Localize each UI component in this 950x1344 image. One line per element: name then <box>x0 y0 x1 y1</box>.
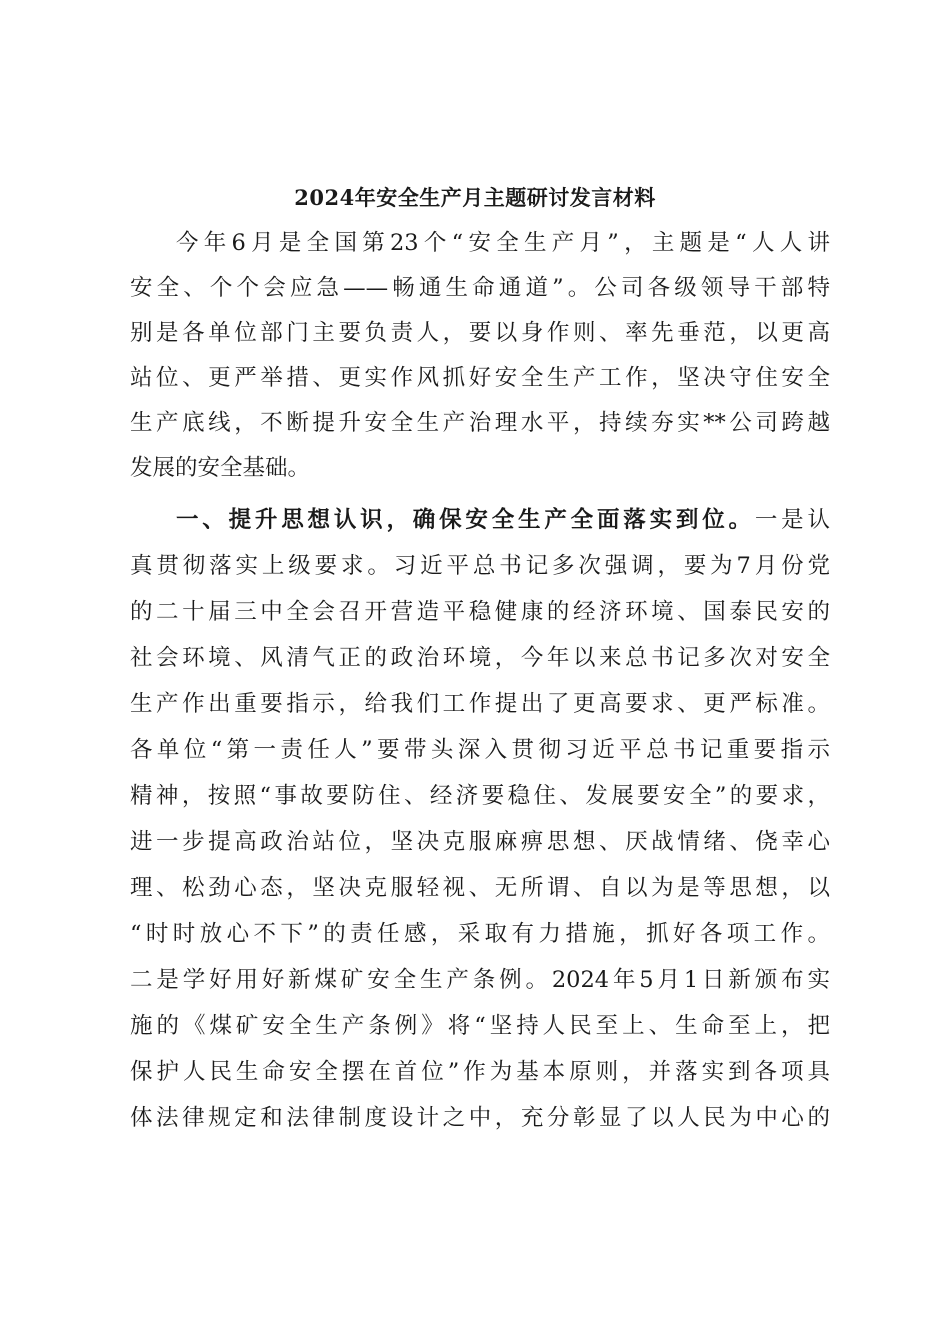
paragraph2-line: 真贯彻落实上级要求。习近平总书记多次强调，要为7月份党 <box>130 553 830 579</box>
paragraph1-line: 别是各单位部门主要负责人，要以身作则、率先垂范，以更高 <box>130 320 830 346</box>
paragraph2-line: 社会环境、风清气正的政治环境，今年以来总书记多次对安全 <box>130 645 830 671</box>
paragraph2-first-line <box>176 505 830 535</box>
paragraph2-line: 理、松劲心态，坚决克服轻视、无所谓、自以为是等思想，以 <box>130 875 830 901</box>
paragraph2-line: “时时放心不下”的责任感，采取有力措施，抓好各项工作。 <box>130 921 830 947</box>
section-heading-rest: 一是认 <box>754 507 830 533</box>
paragraph2-line: 精神，按照“事故要防住、经济要稳住、发展要安全”的要求， <box>130 783 830 809</box>
paragraph2-line: 生产作出重要指示，给我们工作提出了更高要求、更严标准。 <box>130 691 830 717</box>
paragraph2-line: 保护人民生命安全摆在首位”作为基本原则，并落实到各项具 <box>130 1059 830 1085</box>
paragraph1-line: 安全、个个会应急——畅通生命通道”。公司各级领导干部特 <box>130 275 830 301</box>
section-heading: 一、提升思想认识，确保安全生产全面落实到位。 <box>176 507 755 533</box>
paragraph2-line: 施的《煤矿安全生产条例》将“坚持人民至上、生命至上，把 <box>130 1013 830 1039</box>
document-title: 2024年安全生产月主题研讨发言材料 <box>294 185 656 210</box>
paragraph1-line: 今年6月是全国第23个“安全生产月”，主题是“人人讲 <box>176 230 830 256</box>
paragraph1-line: 发展的安全基础。 <box>130 455 311 481</box>
paragraph1-line: 站位、更严举措、更实作风抓好安全生产工作，坚决守住安全 <box>130 365 830 391</box>
paragraph1-line: 生产底线，不断提升安全生产治理水平，持续夯实**公司跨越 <box>130 410 830 436</box>
paragraph2-line: 进一步提高政治站位，坚决克服麻痹思想、厌战情绪、侥幸心 <box>130 829 830 855</box>
paragraph2-line: 的二十届三中全会召开营造平稳健康的经济环境、国泰民安的 <box>130 599 830 625</box>
paragraph2-line: 二是学好用好新煤矿安全生产条例。2024年5月1日新颁布实 <box>130 967 830 993</box>
paragraph2-line: 体法律规定和法律制度设计之中，充分彰显了以人民为中心的 <box>130 1105 830 1131</box>
paragraph2-line: 各单位“第一责任人”要带头深入贯彻习近平总书记重要指示 <box>130 737 830 763</box>
